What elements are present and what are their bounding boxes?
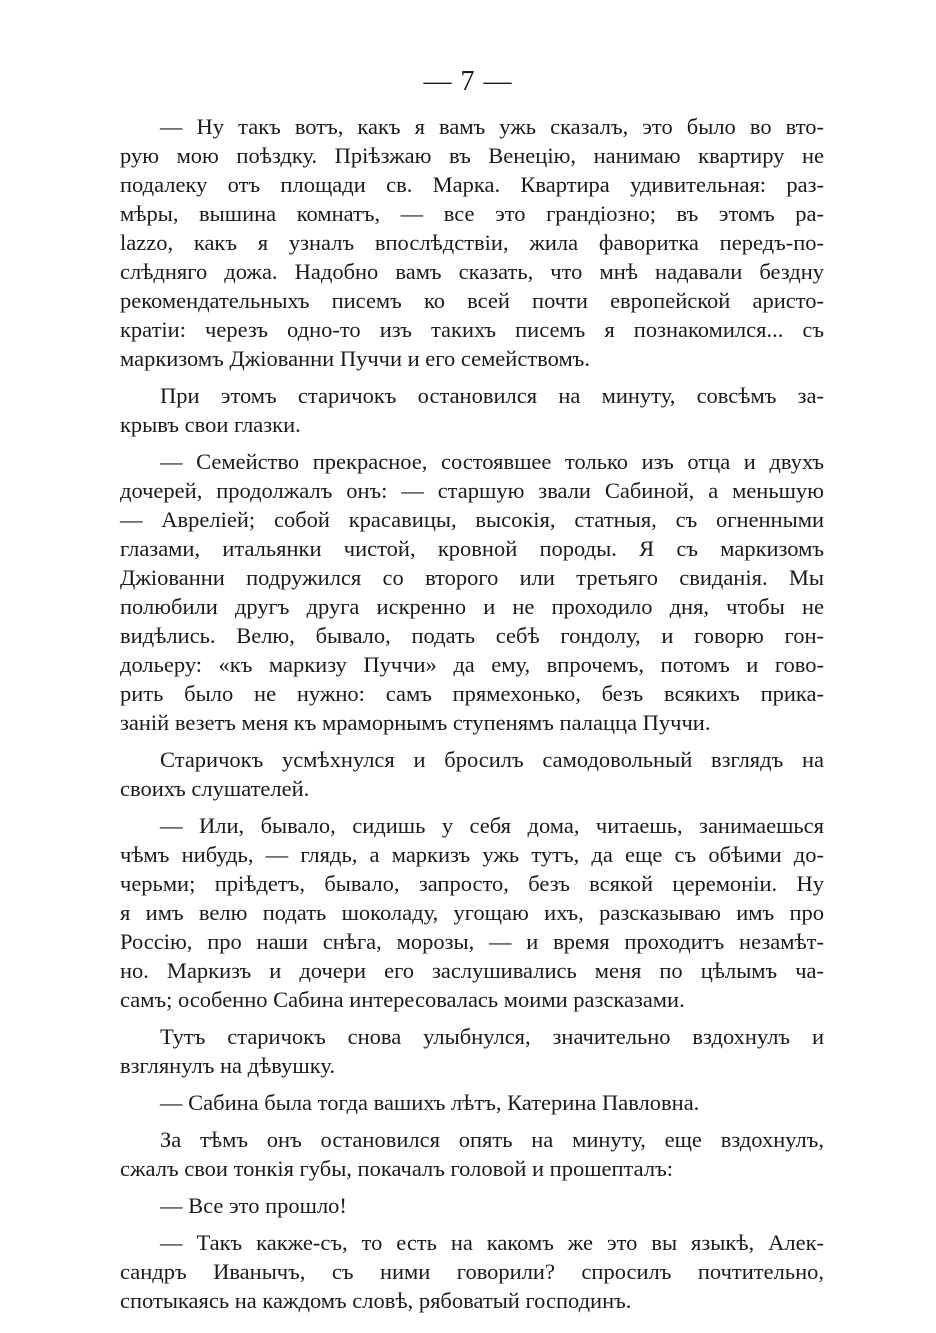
text-line: слѣдняго дожа. Надобно вамъ сказать, что мнѣ надавали бездну [120, 259, 824, 284]
text-line: подалеку отъ площади св. Марка. Квартира удивительная: раз- [120, 172, 824, 197]
text-line: полюбили другъ друга искренно и не проходило дня, чтобы не [120, 594, 824, 619]
text-line: крывъ свои глазки. [120, 412, 301, 437]
text-line: За тѣмъ онъ остановился опять на минуту, еще вздохнулъ, [160, 1127, 824, 1152]
text-line: своихъ слушателей. [120, 776, 310, 801]
text-line: сжалъ свои тонкія губы, покачалъ головой и прошепталъ: [120, 1156, 673, 1181]
paragraph-gap [120, 1080, 824, 1088]
text-line: lazzo, какъ я узналъ впослѣдствіи, жила фаворитка передъ-по- [120, 230, 824, 255]
paragraph-gap [120, 1183, 824, 1191]
text-line: глазами, итальянки чистой, кровной породы. Я съ маркизомъ [120, 536, 824, 561]
text-line: — Или, бывало, сидишь у себя дома, читаешь, занимаешься [160, 813, 824, 838]
text-line: — Авреліей; собой красавицы, высокія, статныя, съ огненными [120, 507, 824, 532]
text-line: кратіи: черезъ одно-то изъ такихъ писемъ я познакомился... съ [120, 317, 824, 342]
text-line: самъ; особенно Сабина интересовалась моими разсказами. [120, 987, 685, 1012]
text-line: Старичокъ усмѣхнулся и бросилъ самодовольный взглядъ на [160, 747, 824, 772]
text-line: черьми; пріѣдетъ, бывало, запросто, безъ всякой церемоніи. Ну [120, 871, 824, 896]
text-line: спотыкаясь на каждомъ словѣ, рябоватый господинъ. [120, 1288, 632, 1313]
text-line: — Семейство прекрасное, состоявшее только изъ отца и двухъ [160, 449, 824, 474]
text-line: маркизомъ Джіованни Пуччи и его семействомъ. [120, 346, 590, 371]
text-line: дольеру: «къ маркизу Пуччи» да ему, впрочемъ, потомъ и гово- [120, 652, 824, 677]
paragraph-gap [120, 737, 824, 745]
text-line: Тутъ старичокъ снова улыбнулся, значительно вздохнулъ и [160, 1024, 824, 1049]
body-text [120, 112, 824, 1315]
text-line: сандръ Иванычъ, съ ними говорили? спросилъ почтительно, [120, 1259, 824, 1284]
paragraph-gap [120, 373, 824, 381]
text-line: — Все это прошло! [160, 1193, 347, 1218]
paragraph-gap [120, 1014, 824, 1022]
text-line: — Сабина была тогда вашихъ лѣтъ, Катерина Павловна. [160, 1090, 700, 1115]
text-line: дочерей, продолжалъ онъ: — старшую звали Сабиной, а меньшую [120, 478, 824, 503]
text-line: но. Маркизъ и дочери его заслушивались меня по цѣлымъ ча- [120, 958, 824, 983]
text-line: Джіованни подружился со второго или третьяго свиданія. Мы [120, 565, 824, 590]
paragraph-gap [120, 1117, 824, 1125]
page-number: — 7 — [423, 66, 513, 97]
paragraph-gap [120, 439, 824, 447]
text-line: я имъ велю подать шоколаду, угощаю ихъ, разсказываю имъ про [120, 900, 824, 925]
text-line: взглянулъ на дѣвушку. [120, 1053, 335, 1078]
text-line: При этомъ старичокъ остановился на минуту, совсѣмъ за- [160, 383, 824, 408]
paragraph-gap [120, 1220, 824, 1228]
text-line: Россію, про наши снѣга, морозы, — и время проходитъ незамѣт- [120, 929, 824, 954]
text-line: видѣлись. Велю, бывало, подать себѣ гондолу, и говорю гон- [120, 623, 824, 648]
text-line: рую мою поѣздку. Пріѣзжаю въ Венецію, нанимаю квартиру не [120, 143, 824, 168]
text-line: — Такъ какже-съ, то есть на какомъ же это вы языкѣ, Алек- [160, 1230, 824, 1255]
text-line: мѣры, вышина комнатъ, — все это грандіозно; въ этомъ pa- [120, 201, 824, 226]
text-line: рить было не нужно: самъ прямехонько, безъ всякихъ прика- [120, 681, 824, 706]
text-line: заній везетъ меня къ мраморнымъ ступенямъ палацца Пуччи. [120, 710, 711, 735]
text-line: — Ну такъ вотъ, какъ я вамъ ужь сказалъ, это было во вто- [160, 114, 824, 139]
text-line: рекомендательныхъ писемъ ко всей почти европейской аристо- [120, 288, 824, 313]
text-line: чѣмъ нибудь, — глядь, а маркизъ ужь тутъ, да еще съ обѣими до- [120, 842, 824, 867]
paragraph-gap [120, 803, 824, 811]
